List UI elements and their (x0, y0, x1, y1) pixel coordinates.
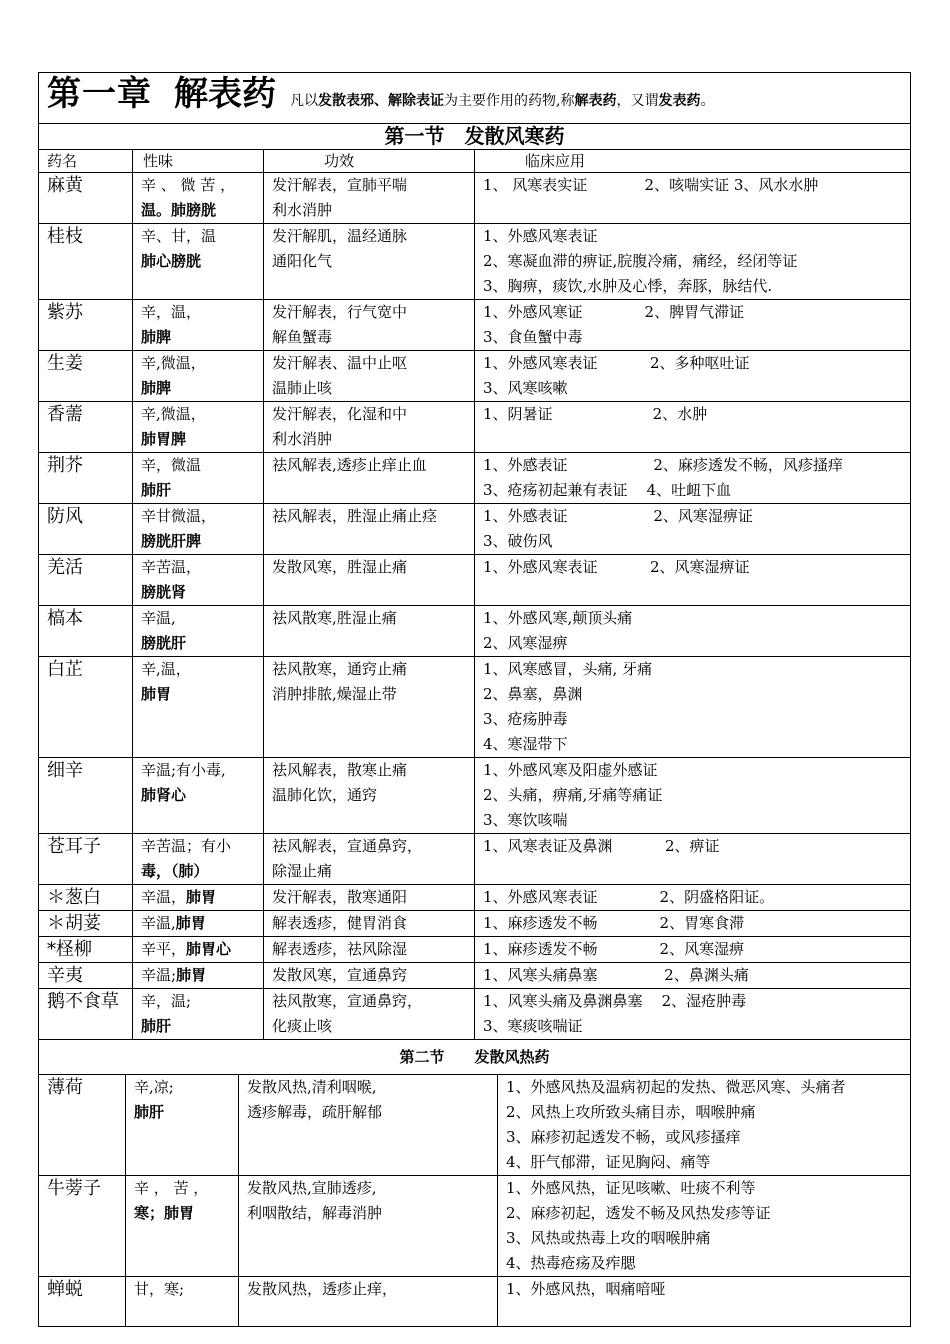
header-effect: 功效 (264, 150, 475, 173)
herb-taste (133, 657, 264, 758)
effect-line: 通阳化气 (272, 252, 333, 270)
herb-clinical-use (475, 606, 911, 657)
herb-clinical-use (475, 173, 911, 224)
taste-text: 辛，温; (141, 992, 192, 1010)
herb-taste (133, 885, 264, 911)
taste-text: 辛温, (141, 914, 176, 932)
use-line: 1、外感表证 2、麻疹透发不畅，风疹搔痒 (483, 456, 843, 474)
section2-title: 第二节 发散风热药 (39, 1040, 911, 1075)
meridian-text: 肺胃 (141, 685, 172, 703)
herb-name: ＊葱白 (39, 885, 133, 911)
table-row (39, 402, 911, 453)
herb-taste (133, 224, 264, 300)
herb-taste (133, 963, 264, 989)
herb-effect (264, 453, 475, 504)
use-line: 1、阴暑证 2、水肿 (483, 405, 708, 423)
herb-effect (264, 963, 475, 989)
use-line: 2、风寒湿痹 (483, 634, 568, 652)
table-row (39, 758, 911, 834)
table-row (39, 504, 911, 555)
section2-rows (39, 1075, 911, 1327)
table-row (39, 834, 911, 885)
taste-text: 辛温, (141, 609, 176, 627)
meridian-text: 肺肝 (134, 1103, 165, 1121)
herb-effect (264, 758, 475, 834)
herb-effect (239, 1075, 498, 1176)
herb-clinical-use (498, 1277, 911, 1327)
table-row (39, 224, 911, 300)
herb-effect (264, 937, 475, 963)
use-line: 3、胸痹，痰饮,水肿及心悸，奔豚，脉结代. (483, 277, 773, 295)
herb-taste (133, 173, 264, 224)
taste-text: 辛，温， (141, 303, 202, 321)
herb-taste (133, 351, 264, 402)
table-row (39, 911, 911, 937)
document-page (38, 72, 910, 1327)
herb-taste (133, 300, 264, 351)
table-row (39, 937, 911, 963)
section1-title-row (39, 124, 911, 150)
herb-taste (126, 1176, 239, 1277)
herb-name: 荆芥 (39, 453, 133, 504)
effect-line: 发散风寒，宣通鼻窍 (272, 966, 408, 984)
use-line: 4、肝气郁滞，证见胸闷、痛等 (506, 1153, 711, 1171)
herb-clinical-use (475, 300, 911, 351)
taste-text: 辛平， (141, 940, 187, 958)
herb-taste (133, 911, 264, 937)
use-line: 4、热毒疮疡及痄腮 (506, 1254, 636, 1272)
use-line: 3、疮疡初起兼有表证 4、吐衄下血 (483, 481, 732, 499)
herb-taste (126, 1277, 239, 1327)
table-row (39, 173, 911, 224)
herb-effect (264, 402, 475, 453)
use-line: 2、寒凝血滞的痹证,脘腹冷痛，痛经，经闭等证 (483, 252, 798, 270)
herb-clinical-use (475, 224, 911, 300)
meridian-text: 温。肺膀胱 (141, 201, 217, 219)
effect-line: 祛风解表，散寒止痛 (272, 761, 408, 779)
meridian-text: 肺胃脾 (141, 430, 187, 448)
meridian-text: 寒；肺胃 (134, 1204, 195, 1222)
use-line: 3、风寒咳嗽 (483, 379, 568, 397)
taste-text: 辛甘微温， (141, 507, 217, 525)
herb-taste (133, 504, 264, 555)
meridian-text: 肺胃 (186, 888, 217, 906)
taste-text: 辛、甘，温 (141, 227, 217, 245)
effect-line: 利水消肿 (272, 201, 333, 219)
herb-effect (264, 504, 475, 555)
herb-effect (239, 1176, 498, 1277)
taste-text: 辛 、 微 苦 ， (141, 176, 236, 194)
herb-effect (264, 989, 475, 1040)
use-line: 1、外感风寒证 2、脾胃气滞证 (483, 303, 745, 321)
effect-line: 发汗解表，宣肺平喘 (272, 176, 408, 194)
effect-line: 祛风散寒，通窍止痛 (272, 660, 408, 678)
section2-title-row (39, 1040, 911, 1075)
effect-line: 祛风解表，宣通鼻窍， (272, 837, 423, 855)
effect-line: 发汗解肌，温经通脉 (272, 227, 408, 245)
meridian-text: 膀胱肝脾 (141, 532, 202, 550)
herb-clinical-use (475, 504, 911, 555)
use-line: 1、外感风寒,颠顶头痛 (483, 609, 633, 627)
herb-effect (264, 606, 475, 657)
use-line: 2、鼻塞，鼻渊 (483, 685, 583, 703)
herb-name: ＊胡荽 (39, 911, 133, 937)
meridian-text: 肺肝 (141, 481, 172, 499)
use-line: 1、外感表证 2、风寒湿痹证 (483, 507, 753, 525)
herb-effect (264, 300, 475, 351)
table-row (39, 606, 911, 657)
herb-taste (133, 989, 264, 1040)
use-line: 3、风热或热毒上攻的咽喉肿痛 (506, 1229, 711, 1247)
use-line: 1、外感风寒及阳虚外感证 (483, 761, 658, 779)
herb-name: 苍耳子 (39, 834, 133, 885)
effect-line: 解表透疹，健胃消食 (272, 914, 408, 932)
taste-text: 辛,凉; (134, 1078, 174, 1096)
herb-clinical-use (475, 963, 911, 989)
use-line: 1、外感风寒表证 2、多种呕吐证 (483, 354, 750, 372)
use-line: 2、头痛，痹痛,牙痛等痛证 (483, 786, 663, 804)
header-taste: 性味 (133, 150, 264, 173)
herb-effect (264, 224, 475, 300)
header-use: 临床应用 (475, 150, 911, 173)
meridian-text: 肺胃 (176, 966, 207, 984)
herb-clinical-use (498, 1075, 911, 1176)
section1-rows (39, 173, 911, 1040)
effect-line: 发散风热,宣肺透疹, (247, 1179, 377, 1197)
herb-clinical-use (475, 555, 911, 606)
use-line: 1、麻疹透发不畅 2、胃寒食滞 (483, 914, 745, 932)
herb-table-section2 (38, 1074, 911, 1327)
effect-line: 解表透疹，祛风除湿 (272, 940, 408, 958)
herb-name: 白芷 (39, 657, 133, 758)
use-line: 1、风寒感冒，头痛, 牙痛 (483, 660, 653, 678)
herb-taste (133, 834, 264, 885)
table-row (39, 1176, 911, 1277)
effect-line: 发汗解表，行气宽中 (272, 303, 408, 321)
effect-line: 祛风散寒,胜湿止痛 (272, 609, 397, 627)
use-line: 1、外感风寒表证 (483, 227, 598, 245)
taste-text: 甘，寒; (134, 1280, 185, 1298)
taste-text: 辛苦温；有小 (141, 837, 232, 855)
effect-line: 消肿排脓,燥湿止带 (272, 685, 397, 703)
use-line: 4、寒湿带下 (483, 735, 568, 753)
taste-text: 辛，微温 (141, 456, 202, 474)
herb-taste (133, 937, 264, 963)
effect-line: 温肺止咳 (272, 379, 333, 397)
table-row (39, 963, 911, 989)
use-line: 1、外感风寒表证 2、风寒湿痹证 (483, 558, 750, 576)
chapter-description: 凡以发散表邪、解除表证为主要作用的药物,称解表药，又谓发表药。 (290, 93, 715, 109)
effect-line: 除湿止痛 (272, 862, 333, 880)
effect-line: 发散风寒，胜湿止痛 (272, 558, 408, 576)
herb-clinical-use (475, 834, 911, 885)
effect-line: 解鱼蟹毒 (272, 328, 333, 346)
meridian-text: 膀胱肝 (141, 634, 187, 652)
herb-name: 桂枝 (39, 224, 133, 300)
herb-effect (239, 1277, 498, 1327)
table-row (39, 351, 911, 402)
effect-line: 利咽散结，解毒消肿 (247, 1204, 383, 1222)
herb-name: 麻黄 (39, 173, 133, 224)
herb-taste (126, 1075, 239, 1176)
meridian-text: 肺脾 (141, 379, 172, 397)
meridian-text: 毒，（肺） (141, 862, 209, 880)
meridian-text: 肺肝 (141, 1017, 172, 1035)
table-row (39, 300, 911, 351)
use-line: 3、麻疹初起透发不畅，或风疹搔痒 (506, 1128, 741, 1146)
herb-name: 羌活 (39, 555, 133, 606)
table-row (39, 989, 911, 1040)
taste-text: 辛 ， 苦 ， (134, 1179, 209, 1197)
herb-name: 防风 (39, 504, 133, 555)
table-row (39, 453, 911, 504)
chapter-header (39, 73, 911, 124)
table-row (39, 657, 911, 758)
herb-effect (264, 657, 475, 758)
use-line: 1、外感风热，咽痛喑哑 (506, 1280, 666, 1298)
meridian-text: 肺肾心 (141, 786, 187, 804)
taste-text: 辛,微温， (141, 354, 206, 372)
taste-text: 辛温; (141, 966, 177, 984)
use-line: 1、麻疹透发不畅 2、风寒湿痹 (483, 940, 745, 958)
table-row (39, 1075, 911, 1176)
effect-line: 发汗解表，散寒通阳 (272, 888, 408, 906)
herb-effect (264, 555, 475, 606)
use-line: 1、外感风热及温病初起的发热、微恶风寒、头痛者 (506, 1078, 846, 1096)
herb-clinical-use (475, 758, 911, 834)
herb-name: 鹅不食草 (39, 989, 133, 1040)
herb-clinical-use (475, 911, 911, 937)
use-line: 1、 风寒表实证 2、咳喘实证 3、风水水肿 (483, 176, 819, 194)
use-line: 3、破伤风 (483, 532, 553, 550)
use-line: 3、寒饮咳喘 (483, 811, 568, 829)
taste-text: 辛,微温， (141, 405, 206, 423)
table-row (39, 885, 911, 911)
header-name: 药名 (39, 150, 133, 173)
effect-line: 化痰止咳 (272, 1017, 333, 1035)
effect-line: 祛风解表,透疹止痒止血 (272, 456, 427, 474)
herb-clinical-use (475, 989, 911, 1040)
herb-taste (133, 606, 264, 657)
herb-taste (133, 453, 264, 504)
effect-line: 祛风解表，胜湿止痛止痉 (272, 507, 438, 525)
herb-name: 薄荷 (39, 1075, 126, 1176)
effect-line: 祛风散寒，宣通鼻窍， (272, 992, 423, 1010)
herb-name: 细辛 (39, 758, 133, 834)
effect-line: 温肺化饮，通窍 (272, 786, 378, 804)
use-line: 1、风寒头痛鼻塞 2、鼻渊头痛 (483, 966, 749, 984)
use-line: 1、外感风热，证见咳嗽、吐痰不利等 (506, 1179, 756, 1197)
chapter-title: 解表药 (174, 74, 276, 114)
herb-name: 紫苏 (39, 300, 133, 351)
herb-name: 生姜 (39, 351, 133, 402)
herb-taste (133, 402, 264, 453)
herb-name: 蝉蜕 (39, 1277, 126, 1327)
herb-clinical-use (475, 402, 911, 453)
meridian-text: 肺胃 (175, 914, 206, 932)
meridian-text: 肺胃心 (186, 940, 232, 958)
chapter-label: 第一章 (47, 74, 152, 114)
meridian-text: 膀胱肾 (141, 583, 187, 601)
table-header-row (39, 150, 911, 173)
meridian-text: 肺脾 (141, 328, 172, 346)
use-line: 1、外感风寒表证 2、阴盛格阳证。 (483, 888, 775, 906)
table-row (39, 1277, 911, 1327)
herb-effect (264, 911, 475, 937)
section1-title: 第一节 发散风寒药 (39, 124, 911, 150)
herb-name: 香薷 (39, 402, 133, 453)
taste-text: 辛温;有小毒, (141, 761, 226, 779)
herb-clinical-use (475, 657, 911, 758)
herb-effect (264, 351, 475, 402)
meridian-text: 肺心膀胱 (141, 252, 202, 270)
herb-name: 槁本 (39, 606, 133, 657)
herb-taste (133, 555, 264, 606)
effect-line: 发汗解表、温中止呕 (272, 354, 408, 372)
herb-effect (264, 885, 475, 911)
herb-clinical-use (475, 351, 911, 402)
use-line: 3、疮疡肿毒 (483, 710, 568, 728)
use-line: 2、麻疹初起，透发不畅及风热发疹等证 (506, 1204, 771, 1222)
herb-clinical-use (475, 937, 911, 963)
herb-effect (264, 173, 475, 224)
herb-clinical-use (498, 1176, 911, 1277)
herb-clinical-use (475, 885, 911, 911)
effect-line: 发汗解表，化湿和中 (272, 405, 408, 423)
taste-text: 辛苦温， (141, 558, 202, 576)
taste-text: 辛温， (141, 888, 187, 906)
table-row (39, 555, 911, 606)
effect-line: 发散风热,清利咽喉, (247, 1078, 377, 1096)
herb-name: *柽柳 (39, 937, 133, 963)
taste-text: 辛,温， (141, 660, 191, 678)
effect-line: 透疹解毒，疏肝解郁 (247, 1103, 383, 1121)
use-line: 2、风热上攻所致头痛目赤，咽喉肿痛 (506, 1103, 756, 1121)
herb-name: 辛夷 (39, 963, 133, 989)
use-line: 1、风寒表证及鼻渊 2、痹证 (483, 837, 720, 855)
chapter-header-row (39, 73, 911, 124)
herb-effect (264, 834, 475, 885)
effect-line: 发散风热，透疹止痒， (247, 1280, 398, 1298)
effect-line: 利水消肿 (272, 430, 333, 448)
herb-table-section1 (38, 72, 911, 1075)
use-line: 1、风寒头痛及鼻渊鼻塞 2、湿疮肿毒 (483, 992, 747, 1010)
use-line: 3、寒痰咳喘证 (483, 1017, 583, 1035)
herb-name: 牛蒡子 (39, 1176, 126, 1277)
use-line: 3、食鱼蟹中毒 (483, 328, 583, 346)
herb-clinical-use (475, 453, 911, 504)
herb-taste (133, 758, 264, 834)
